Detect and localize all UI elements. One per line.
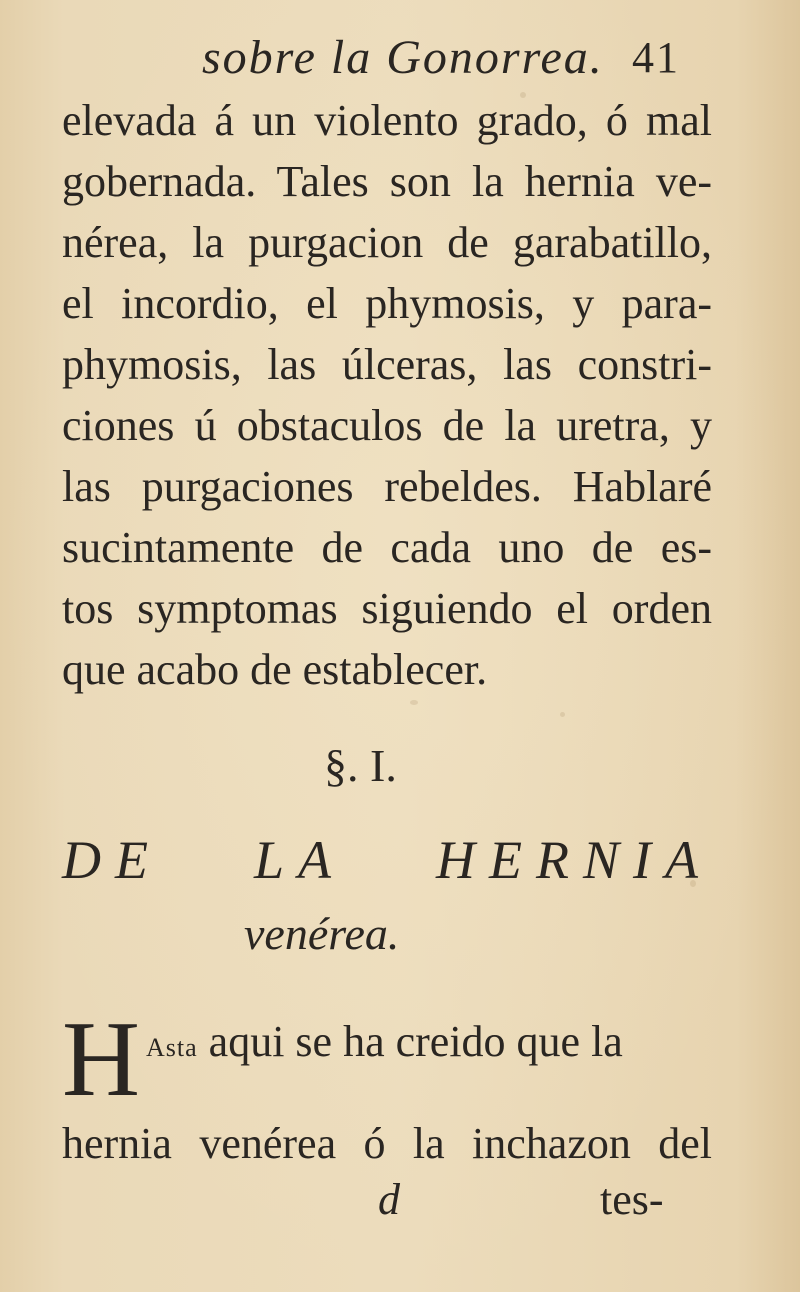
running-head (0, 30, 800, 86)
text-line: tos symptomas siguiendo el orden (62, 584, 712, 633)
drop-cap: H (62, 1000, 140, 1119)
text-line: hernia venérea ó la inchazon del (62, 1119, 712, 1168)
text-line-rest: aqui se ha creido que la (197, 1017, 623, 1066)
signature-mark: d (378, 1175, 400, 1224)
text-line: gobernada. Tales son la hernia ve- (62, 157, 712, 206)
catchword: tes- (600, 1175, 664, 1224)
text-line: sucintamente de cada uno de es- (62, 523, 712, 572)
paragraph-1 (62, 90, 712, 700)
text-line: el incordio, el phymosis, y para- (62, 279, 712, 328)
text-line: las purgaciones rebeldes. Hablaré (62, 462, 712, 511)
section-heading: DE LA HERNIA (62, 830, 712, 890)
text-line: elevada á un violento grado, ó mal (62, 96, 712, 145)
text-line: phymosis, las úlceras, las constri- (62, 340, 712, 389)
section-mark: §. I. (324, 740, 397, 791)
foxing-spot (560, 712, 565, 717)
text-line: ciones ú obstaculos de la uretra, y (62, 401, 712, 450)
page-number: 41 (632, 33, 680, 82)
first-word-smallcaps: Asta (146, 1033, 198, 1062)
foxing-spot (410, 700, 418, 705)
running-head-title: sobre la Gonorrea. (202, 31, 604, 84)
text-line: nérea, la purgacion de garabatillo, (62, 218, 712, 267)
paragraph-2 (62, 1000, 712, 1176)
text-line: que acabo de establecer. (62, 645, 488, 694)
section-subheading: venérea. (244, 908, 400, 959)
text-line (62, 1010, 712, 1074)
